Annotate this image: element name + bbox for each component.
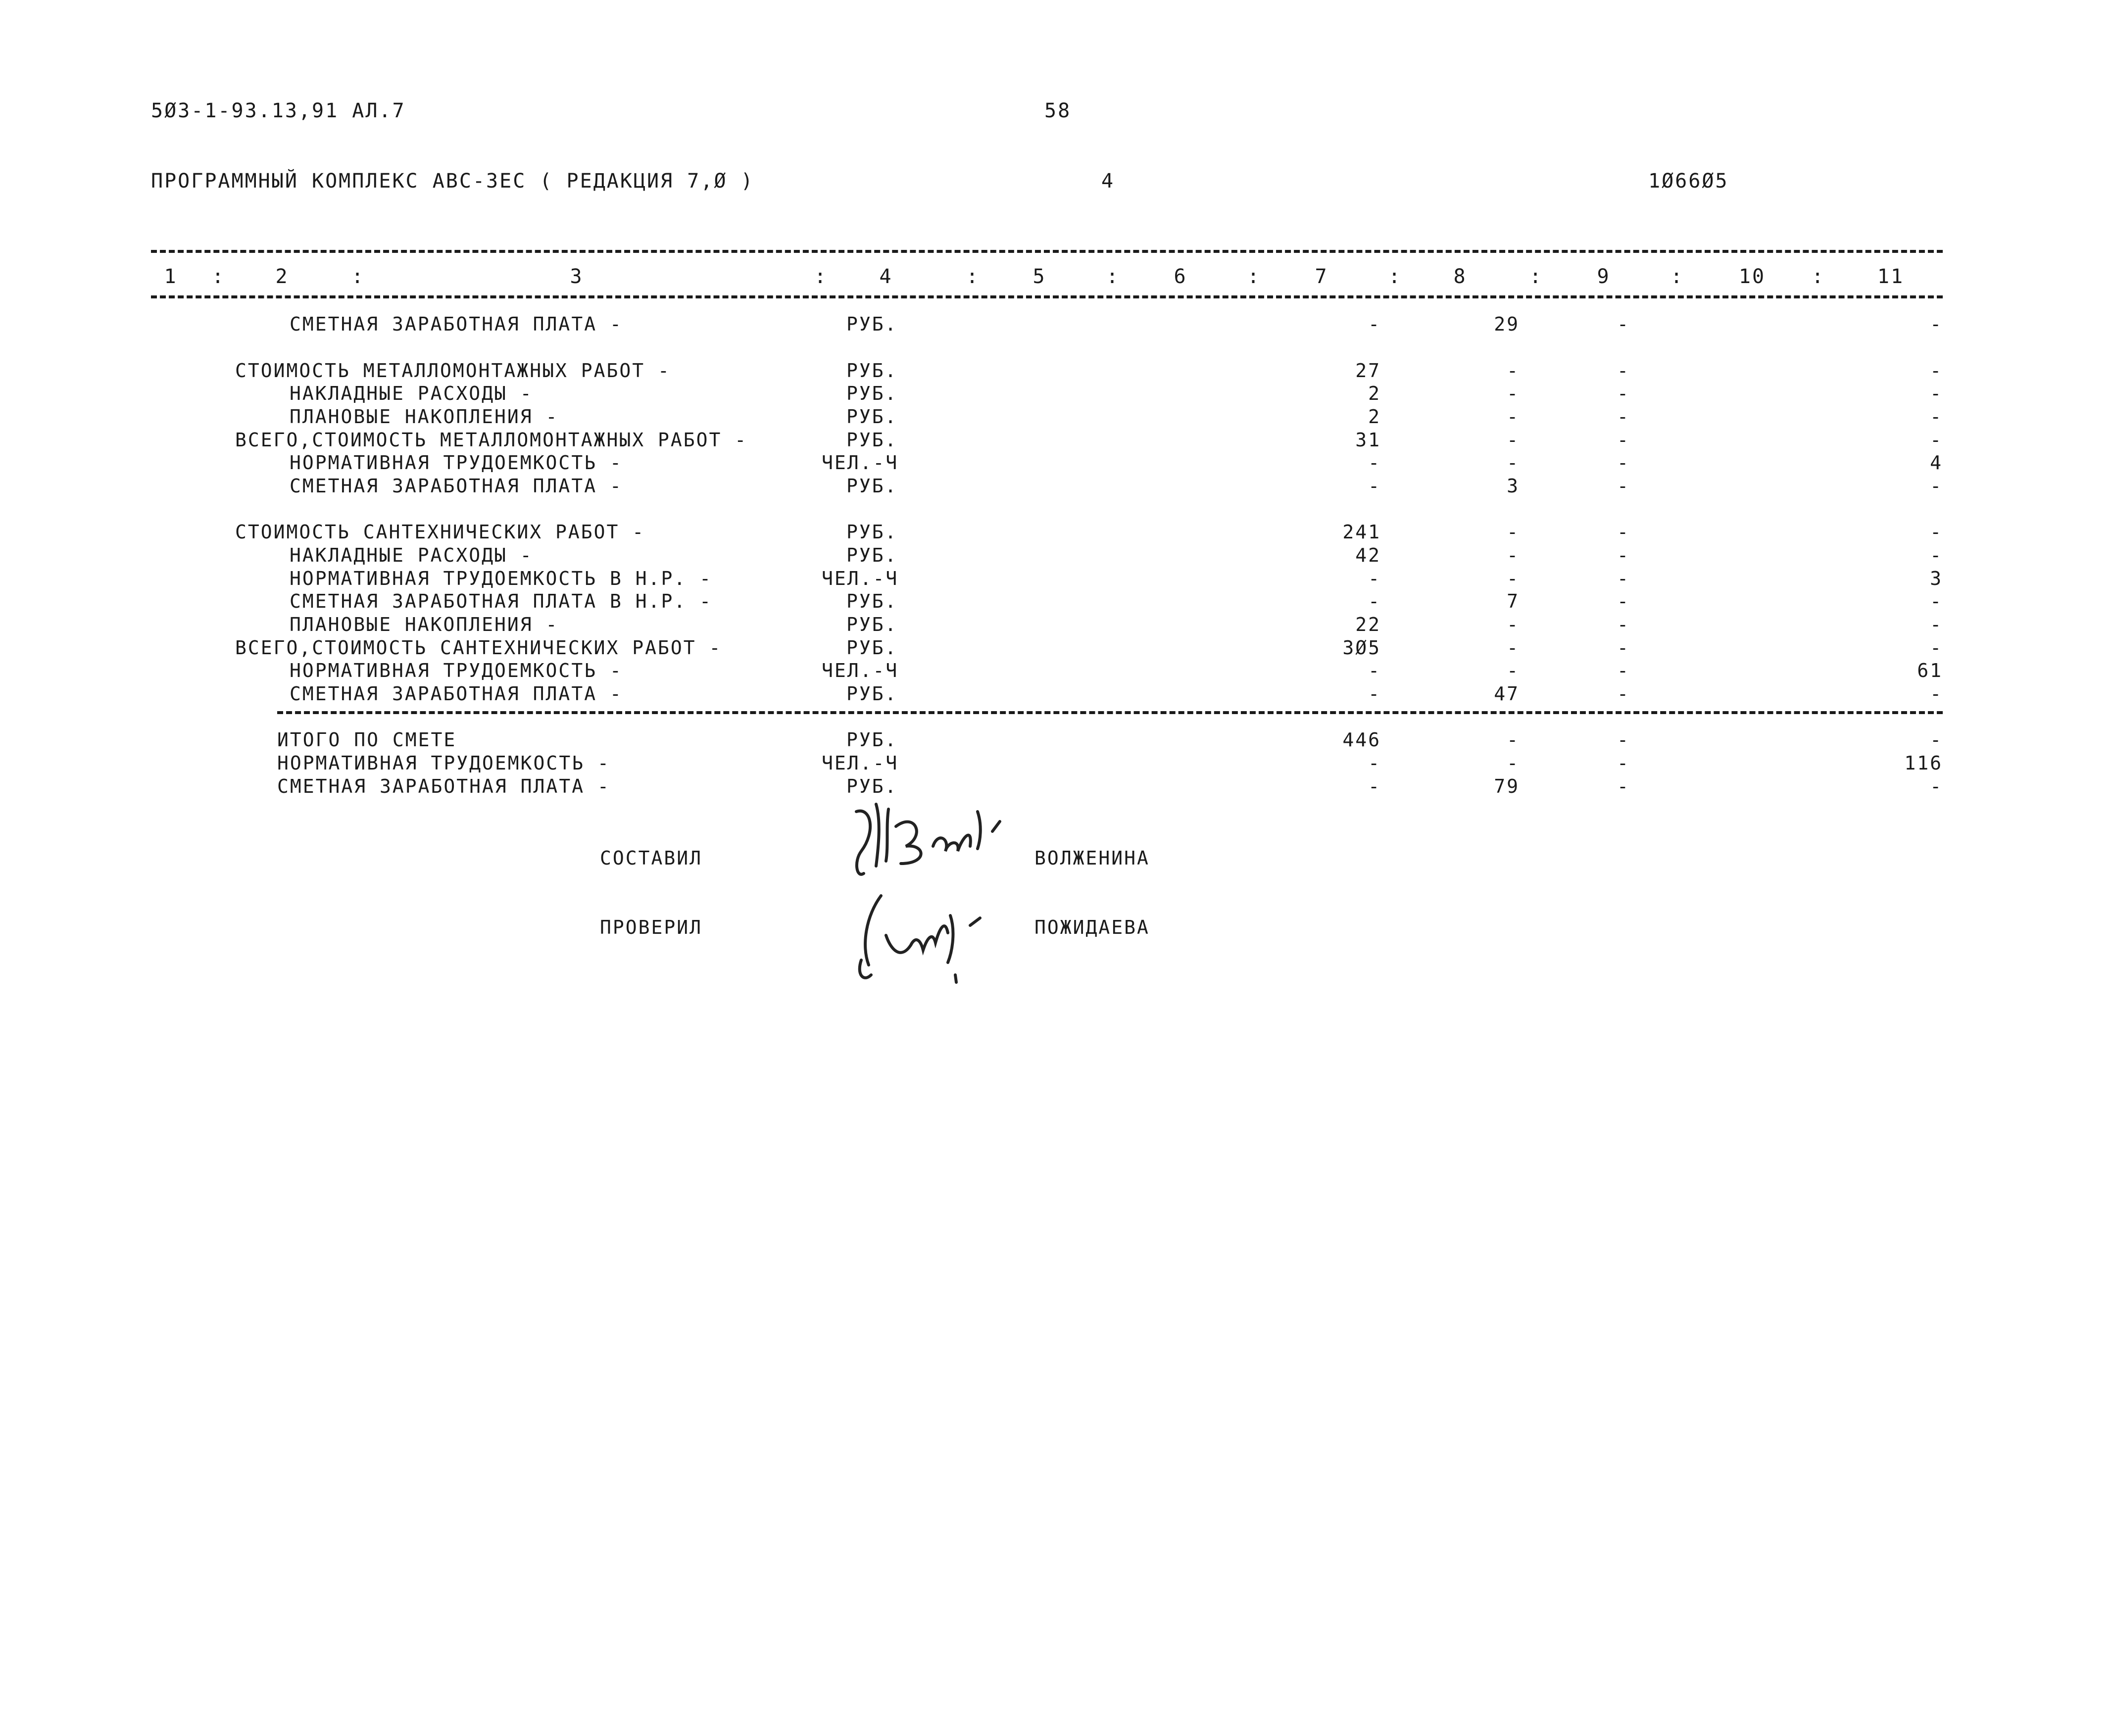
cell-col-11: -	[1930, 475, 1943, 497]
table-top-rule	[151, 250, 1943, 253]
column-separator: :	[1388, 265, 1402, 288]
document-number: 1Ø66Ø5	[1648, 170, 1729, 193]
column-separator: :	[814, 265, 828, 288]
column-header-9: 9	[1597, 265, 1611, 288]
row-unit: РУБ.	[846, 544, 898, 566]
cell-col-9: -	[1617, 568, 1630, 589]
cell-col-11: -	[1930, 637, 1943, 659]
cell-col-11: -	[1930, 383, 1943, 404]
row-label: СМЕТНАЯ ЗАРАБОТНАЯ ПЛАТА -	[290, 475, 623, 497]
column-separator: :	[1671, 265, 1684, 288]
table-header-rule	[151, 295, 1943, 298]
row-unit: РУБ.	[846, 313, 898, 335]
cell-col-11: -	[1930, 544, 1943, 566]
column-header-11: 11	[1877, 265, 1905, 288]
cell-col-7: -	[1368, 775, 1381, 797]
cell-col-9: -	[1617, 313, 1630, 335]
cell-col-8: -	[1507, 452, 1520, 474]
cell-col-9: -	[1617, 614, 1630, 635]
row-unit: ЧЕЛ.-Ч	[822, 660, 899, 681]
row-label: ПЛАНОВЫЕ НАКОПЛЕНИЯ -	[290, 406, 559, 428]
cell-col-8: -	[1507, 429, 1520, 451]
row-label: НОРМАТИВНАЯ ТРУДОЕМКОСТЬ -	[290, 660, 623, 681]
cell-col-8: 7	[1507, 590, 1520, 612]
compiled-by-label: СОСТАВИЛ	[600, 847, 703, 869]
cell-col-7: 2	[1368, 406, 1381, 428]
cell-col-11: 3	[1930, 568, 1943, 589]
cell-col-8: 3	[1507, 475, 1520, 497]
section-number: 4	[1101, 170, 1115, 193]
cell-col-9: -	[1617, 360, 1630, 382]
cell-col-11: 4	[1930, 452, 1943, 474]
cell-col-7: 3Ø5	[1342, 637, 1381, 659]
cell-col-11: 61	[1917, 660, 1943, 681]
cell-col-7: 446	[1342, 729, 1381, 751]
row-unit: РУБ.	[846, 590, 898, 612]
cell-col-8: -	[1507, 729, 1520, 751]
cell-col-8: -	[1507, 360, 1520, 382]
total-rule	[277, 711, 1943, 714]
cell-col-8: -	[1507, 383, 1520, 404]
checker-signature	[841, 886, 1020, 985]
cell-col-8: -	[1507, 568, 1520, 589]
cell-col-11: -	[1930, 360, 1943, 382]
compiler-signature	[841, 792, 1020, 886]
cell-col-9: -	[1617, 683, 1630, 705]
cell-col-7: -	[1368, 752, 1381, 774]
cell-col-11: -	[1930, 729, 1943, 751]
row-label: НАКЛАДНЫЕ РАСХОДЫ -	[290, 544, 533, 566]
cell-col-11: -	[1930, 683, 1943, 705]
cell-col-7: 31	[1355, 429, 1381, 451]
row-unit: РУБ.	[846, 729, 898, 751]
row-label: ВСЕГО,СТОИМОСТЬ МЕТАЛЛОМОНТАЖНЫХ РАБОТ -	[235, 429, 748, 451]
cell-col-8: -	[1507, 521, 1520, 543]
compiler-name: ВОЛЖЕНИНА	[1034, 847, 1150, 869]
row-label: ИТОГО ПО СМЕТЕ	[277, 729, 457, 751]
column-separator: :	[966, 265, 980, 288]
column-header-6: 6	[1174, 265, 1187, 288]
cell-col-9: -	[1617, 752, 1630, 774]
row-label: ПЛАНОВЫЕ НАКОПЛЕНИЯ -	[290, 614, 559, 635]
column-header-1: 1	[164, 265, 178, 288]
cell-col-9: -	[1617, 660, 1630, 681]
cell-col-11: -	[1930, 590, 1943, 612]
cell-col-7: 2	[1368, 383, 1381, 404]
cell-col-8: -	[1507, 660, 1520, 681]
program-title: ПРОГРАММНЫЙ КОМПЛЕКС АВС-3ЕС ( РЕДАКЦИЯ 7,Ø )	[151, 170, 754, 193]
cell-col-9: -	[1617, 521, 1630, 543]
column-separator: :	[1812, 265, 1825, 288]
cell-col-9: -	[1617, 775, 1630, 797]
row-label: НОРМАТИВНАЯ ТРУДОЕМКОСТЬ В Н.Р. -	[290, 568, 712, 589]
row-label: СТОИМОСТЬ САНТЕХНИЧЕСКИХ РАБОТ -	[235, 521, 645, 543]
cell-col-8: 47	[1494, 683, 1520, 705]
cell-col-8: 29	[1494, 313, 1520, 335]
cell-col-7: 27	[1355, 360, 1381, 382]
column-header-7: 7	[1315, 265, 1328, 288]
cell-col-7: -	[1368, 660, 1381, 681]
cell-col-8: -	[1507, 637, 1520, 659]
row-label: СМЕТНАЯ ЗАРАБОТНАЯ ПЛАТА В Н.Р. -	[290, 590, 712, 612]
column-separator: :	[351, 265, 365, 288]
row-label: СМЕТНАЯ ЗАРАБОТНАЯ ПЛАТА -	[290, 683, 623, 705]
cell-col-9: -	[1617, 452, 1630, 474]
row-label: СМЕТНАЯ ЗАРАБОТНАЯ ПЛАТА -	[277, 775, 610, 797]
cell-col-11: -	[1930, 429, 1943, 451]
checked-by-label: ПРОВЕРИЛ	[600, 916, 703, 938]
cell-col-7: 42	[1355, 544, 1381, 566]
cell-col-11: -	[1930, 406, 1943, 428]
row-label: НОРМАТИВНАЯ ТРУДОЕМКОСТЬ -	[277, 752, 610, 774]
cell-col-7: -	[1368, 475, 1381, 497]
row-unit: РУБ.	[846, 775, 898, 797]
cell-col-7: 241	[1342, 521, 1381, 543]
cell-col-9: -	[1617, 475, 1630, 497]
row-unit: РУБ.	[846, 683, 898, 705]
row-label: СМЕТНАЯ ЗАРАБОТНАЯ ПЛАТА -	[290, 313, 623, 335]
cell-col-7: -	[1368, 590, 1381, 612]
cell-col-7: -	[1368, 568, 1381, 589]
cell-col-7: -	[1368, 452, 1381, 474]
cell-col-9: -	[1617, 429, 1630, 451]
cell-col-8: -	[1507, 406, 1520, 428]
cell-col-8: -	[1507, 614, 1520, 635]
row-unit: РУБ.	[846, 521, 898, 543]
row-unit: ЧЕЛ.-Ч	[822, 568, 899, 589]
row-unit: ЧЕЛ.-Ч	[822, 452, 899, 474]
checker-name: ПОЖИДАЕВА	[1034, 916, 1150, 938]
row-unit: РУБ.	[846, 360, 898, 382]
column-header-4: 4	[879, 265, 893, 288]
row-unit: РУБ.	[846, 475, 898, 497]
cell-col-11: -	[1930, 614, 1943, 635]
cell-col-9: -	[1617, 590, 1630, 612]
row-unit: РУБ.	[846, 383, 898, 404]
column-header-3: 3	[570, 265, 584, 288]
cell-col-11: -	[1930, 775, 1943, 797]
column-header-10: 10	[1738, 265, 1766, 288]
column-header-8: 8	[1453, 265, 1467, 288]
column-separator: :	[1247, 265, 1261, 288]
cell-col-9: -	[1617, 383, 1630, 404]
cell-col-7: 22	[1355, 614, 1381, 635]
column-header-5: 5	[1032, 265, 1046, 288]
column-separator: :	[1529, 265, 1543, 288]
cell-col-9: -	[1617, 406, 1630, 428]
row-unit: РУБ.	[846, 429, 898, 451]
row-label: НАКЛАДНЫЕ РАСХОДЫ -	[290, 383, 533, 404]
cell-col-9: -	[1617, 729, 1630, 751]
cell-col-11: -	[1930, 521, 1943, 543]
cell-col-7: -	[1368, 683, 1381, 705]
cell-col-8: -	[1507, 752, 1520, 774]
cell-col-8: -	[1507, 544, 1520, 566]
column-separator: :	[212, 265, 226, 288]
row-label: ВСЕГО,СТОИМОСТЬ САНТЕХНИЧЕСКИХ РАБОТ -	[235, 637, 722, 659]
cell-col-9: -	[1617, 637, 1630, 659]
row-unit: РУБ.	[846, 406, 898, 428]
row-label: НОРМАТИВНАЯ ТРУДОЕМКОСТЬ -	[290, 452, 623, 474]
page-number: 58	[1044, 99, 1072, 122]
cell-col-8: 79	[1494, 775, 1520, 797]
document-code: 5Ø3-1-93.13,91 АЛ.7	[151, 99, 406, 122]
column-header-2: 2	[275, 265, 289, 288]
row-unit: РУБ.	[846, 637, 898, 659]
row-unit: РУБ.	[846, 614, 898, 635]
cell-col-11: -	[1930, 313, 1943, 335]
cell-col-7: -	[1368, 313, 1381, 335]
cell-col-11: 116	[1904, 752, 1943, 774]
column-separator: :	[1106, 265, 1120, 288]
row-unit: ЧЕЛ.-Ч	[822, 752, 899, 774]
cell-col-9: -	[1617, 544, 1630, 566]
row-label: СТОИМОСТЬ МЕТАЛЛОМОНТАЖНЫХ РАБОТ -	[235, 360, 671, 382]
